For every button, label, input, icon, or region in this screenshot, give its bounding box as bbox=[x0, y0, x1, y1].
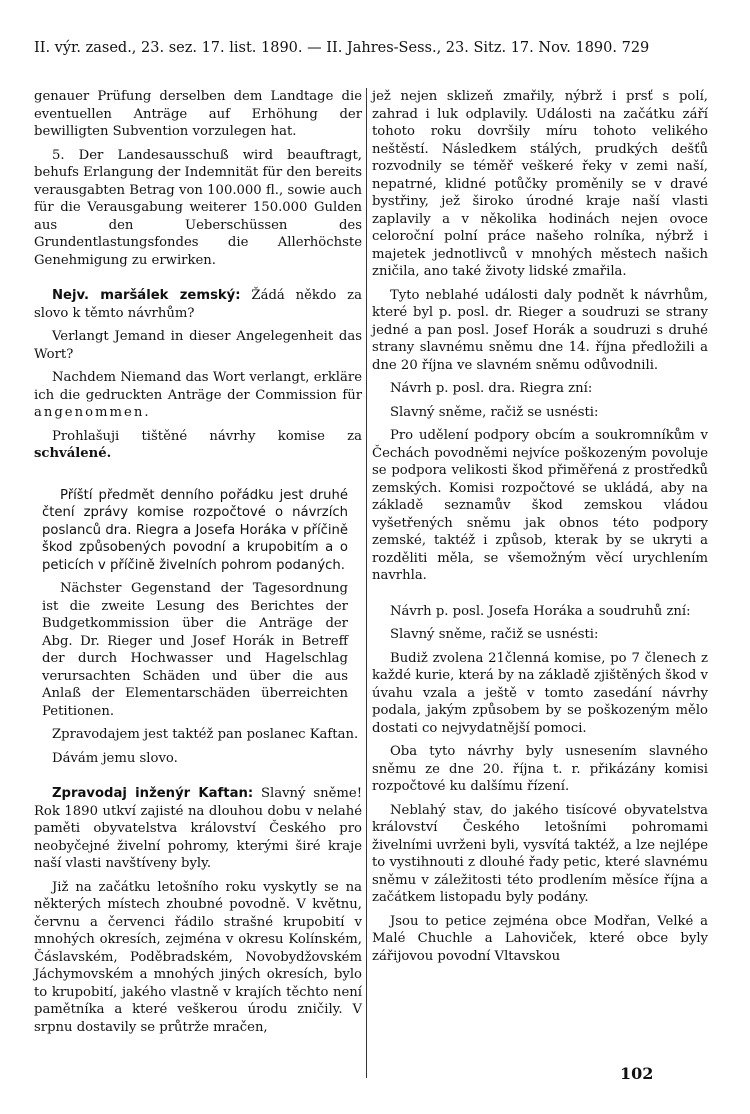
column-divider bbox=[366, 88, 367, 1078]
agenda-item bbox=[34, 487, 362, 721]
paragraph: Verlangt Jemand in dieser Angelegenheit das Wort? bbox=[34, 329, 362, 362]
paragraph: Pro udělení podpory obcím a soukromníkům v Čechách povodněmi nejvíce poškozeným povoluje se podpora velikosti škod přiměřená z prostředků zemských. Komisi rozpočtové se ukládá, aby na základě seznamův škod zemskou vládou vyšetřených sněmu jak obnos této podpory zemské, taktéž i způsob, kterak by se ukryti a rozděliti měla, se všemožným věcí urychlením navrhla. bbox=[372, 428, 708, 583]
speech-text: Slavný sněme! Rok 1890 utkví zajisté na dlouhou dobu v nelahé paměti obyvatelstva království Českého pro neobyčejné živelní pohromy, kterými širé kraje naší vlasti navštíveny byly. bbox=[34, 786, 362, 871]
emphasis-text: angenommen. bbox=[34, 405, 151, 420]
paragraph: Návrh p. posl. Josefa Horáka a soudruhů zní: bbox=[390, 603, 691, 619]
page-number: 102 bbox=[620, 1064, 654, 1083]
paragraph: jež nejen sklizeň zmařily, nýbrž i prsť s polí, zahrad i luk odplavily. Události na začátku září tohoto roku dovršily míru tohoto velikého neštěstí. Následkem stálých, prudkých dešťů rozvodnily se téměř veškeré řeky v zemi naší, nepatrné, klidné potůčky proměnily se v dravé bystřiny, jež široko úrodné kraje naší vlasti zaplavily a v několika hodinách nejen ovoce celoroční polní práce našeho rolníka, nýbrž i majetek jednotlivců v mnohých městech našich zničila, ano také životy lidské zmařila. bbox=[372, 89, 708, 279]
right-column bbox=[372, 88, 708, 971]
paragraph: Tyto neblahé události daly podnět k návrhům, které byl p. posl. dr. Rieger a soudruzi se strany jedné a pan posl. Josef Horák a soudruzi s druhé strany slavnému sněmu dne 14. října předložili a dne 20 října ve slavném sněmu odůvodnili. bbox=[372, 287, 708, 373]
paragraph: 5. Der Landesausschuß wird beauftragt, behufs Erlangung der Indemnität für den bereits verausgabten Betrag von 100.000 fl., sowie auch für die Verausgabung weiterer 150.000 Gulden aus den Ueberschüssen des Grundentlastungsfondes die Allerhöchste Genehmigung zu erwirken. bbox=[34, 147, 362, 268]
paragraph: Zpravodajem jest taktéž pan poslanec Kaftan. bbox=[52, 727, 359, 742]
paragraph: Návrh p. posl. dra. Riegra zní: bbox=[390, 381, 593, 396]
paragraph bbox=[34, 428, 362, 463]
paragraph: Dávám jemu slovo. bbox=[52, 750, 178, 766]
agenda-item-german: Nächster Gegenstand der Tagesordnung ist die zweite Lesung des Berichtes der Budgetkommission über die Anträge der Abg. Dr. Rieger und Josef Horák in Betreff der durch Hochwasser und Hagelschlag verursachten Schäden und über die aus Anlaß der Elementarschäden überreichten Petitionen. bbox=[42, 581, 348, 719]
emphasis-text: schválené. bbox=[34, 446, 112, 461]
speech-text: Žádá někdo za slovo k těmto návrhům? bbox=[34, 288, 362, 321]
speech-text: Nachdem Niemand das Wort verlangt, erkläre ich die gedruckten Anträge der Commission für bbox=[34, 370, 362, 403]
paragraph bbox=[34, 369, 362, 422]
paragraph: Již na začátku letošního roku vyskytly se na některých místech zhoubné povodně. V květnu, červnu a červenci řádilo strašné krupobití v mnohých okresích, zejména v okresu Kolínském, Čáslavském, Poděbradském, Novobydžovském Jáchymovském a mnohých jiných okresích, bylo to krupobití, jakého vlastně v krajích těchto není pamětníka a které veškerou úrodu zničily. V srpnu dostavily se průtrže mračen, bbox=[34, 879, 362, 1035]
paragraph: Budiž zvolena 21členná komise, po 7 členech z každé kurie, která by na základě zjištěných škod v úvahu vzala a ještě v tomto zasedání návrhy podala, jakým způsobem by se poškozeným mělo dostati co nejvydatnější pomoci. bbox=[372, 650, 708, 736]
paragraph: genauer Prüfung derselben dem Landtage die eventuellen Anträge auf Erhöhung der bewilligten Subvention vorzulegen hat. bbox=[34, 89, 362, 139]
speaker-name: Zpravodaj inženýr Kaftan: bbox=[52, 786, 254, 801]
left-column bbox=[34, 88, 362, 1042]
paragraph: Slavný sněme, račiž se usnésti: bbox=[390, 627, 599, 642]
paragraph: Slavný sněme, račiž se usnésti: bbox=[390, 404, 599, 420]
speaker-name: Nejv. maršálek zemský: bbox=[52, 288, 241, 303]
paragraph: Neblahý stav, do jakého tisícové obyvatelstva království Českého letošními pohromami živelními uvrženi byli, vysvítá taktéž, a lze nejlépe to vystihnouti z dlouhé řady petic, které slavnému sněmu v záležitosti této prodlením měsíce října a začátkem listopadu byly podány. bbox=[372, 802, 708, 905]
agenda-item-czech: Příští předmět denního pořádku jest druhé čtení zprávy komise rozpočtové o návrzích poslanců dra. Riegra a Josefa Horáka v příčině škod způsobených povodní a krupobitím a o peticích v příčině živelních pohrom podaných. bbox=[42, 487, 348, 573]
speech-paragraph bbox=[34, 287, 362, 322]
page-header: II. výr. zased., 23. sez. 17. list. 1890. — II. Jahres-Sess., 23. Sitz. 17. Nov. 1890. 729 bbox=[34, 40, 650, 56]
speech-text: Prohlašuji tištěné návrhy komise za bbox=[52, 428, 362, 444]
paragraph: Oba tyto návrhy byly usnesením slavného sněmu ze dne 20. října t. r. přikázány komisi rozpočtové ku dalšímu řízení. bbox=[372, 744, 708, 794]
paragraph: Jsou to petice zejména obce Modřan, Velké a Malé Chuchle a Lahoviček, které obce byly zářijovou povodní Vltavskou bbox=[372, 913, 708, 964]
speech-paragraph bbox=[34, 785, 362, 873]
